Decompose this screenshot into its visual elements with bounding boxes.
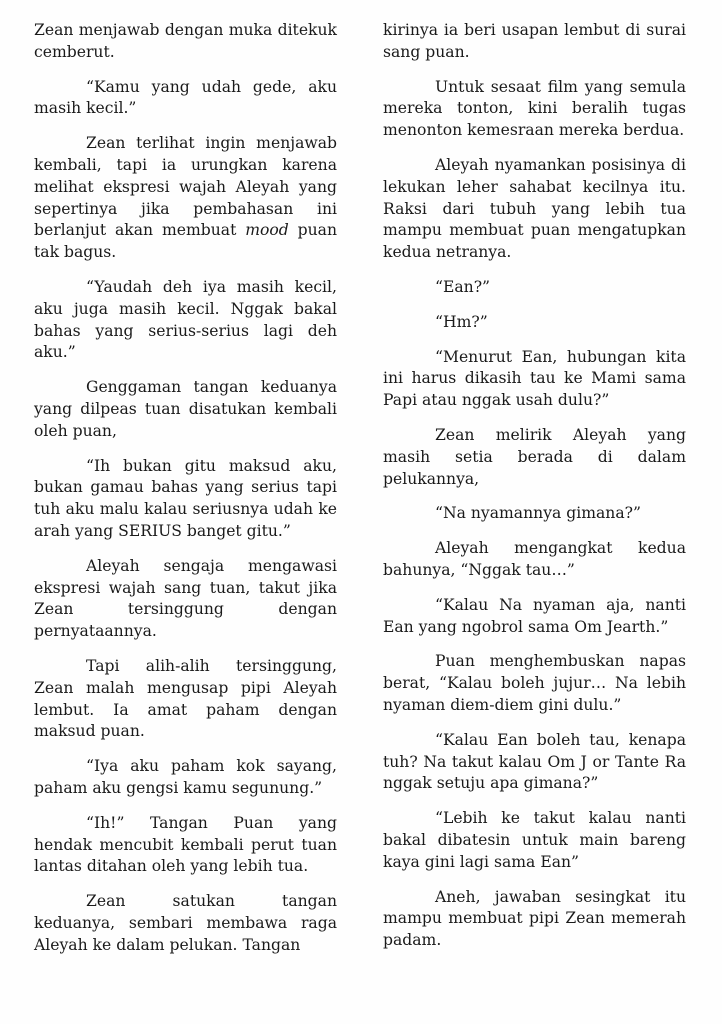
paragraph: Puan menghembuskan napas berat, “Kalau boleh jujur… Na lebih nyaman diem-diem gini dulu.” [383,652,686,714]
paragraph: Genggaman tangan keduanya yang dilpeas tuan disatukan kembali oleh puan, [34,378,337,440]
paragraph: “Ih!” Tangan Puan yang hendak mencubit kembali perut tuan lantas ditahan oleh yang lebih tua. [34,813,337,876]
paragraph: Aleyah mengangkat kedua bahunya, “Nggak tau…” [383,539,686,579]
paragraph: “Yaudah deh iya masih kecil, aku juga masih kecil. Nggak bakal bahas yang serius-serius lagi deh aku.” [34,277,337,362]
paragraph: “Na nyamannya gimana?” [435,504,641,523]
paragraph-text: puan tak bagus. [34,221,337,262]
paragraph: “Lebih ke takut kalau nanti bakal dibatesin untuk main bareng kaya gini lagi sama Ean” [383,809,686,871]
paragraph: “Hm?” [435,312,488,331]
paragraph: “Kalau Ean boleh tau, kenapa tuh? Na takut kalau Om J or Tante Ra nggak setuju apa gimana?” [383,730,686,793]
right-column [383,20,686,1024]
paragraph: Aleyah nyamankan posisinya di lekukan leher sahabat kecilnya itu. Raksi dari tubuh yang lebih tua mampu membuat puan mengatupkan kedua netranya. [383,155,686,262]
paragraph: Tapi alih-alih tersinggung, Zean malah mengusap pipi Aleyah lembut. Ia amat paham dengan maksud puan. [34,656,337,741]
left-column [34,20,337,1024]
italic-word: mood [245,221,289,240]
paragraph: “Menurut Ean, hubungan kita ini harus dikasih tau ke Mami sama Papi atau nggak usah dulu?” [383,347,686,410]
paragraph: Aleyah sengaja mengawasi ekspresi wajah sang tuan, takut jika Zean tersinggung dengan pernyataannya. [34,556,337,641]
paragraph: kirinya ia beri usapan lembut di surai sang puan. [383,21,686,61]
paragraph: “Ih bukan gitu maksud aku, bukan gamau bahas yang serius tapi tuh aku malu kalau seriusnya udah ke arah yang SERIUS banget gitu.” [34,456,337,540]
paragraph-text: Zean terlihat ingin menjawab kembali, tapi ia urungkan karena melihat ekspresi wajah Aleyah yang sepertinya jika pembahasan ini berlanjut akan membuat [34,134,337,240]
paragraph [34,133,337,264]
paragraph: “Ean?” [435,277,491,296]
paragraph: Zean melirik Aleyah yang masih setia berada di dalam pelukannya, [383,425,686,488]
paragraph: “Iya aku paham kok sayang, paham aku gengsi kamu segunung.” [34,757,337,797]
paragraph: “Kalau Na nyaman aja, nanti Ean yang ngobrol sama Om Jearth.” [383,595,686,636]
paragraph: “Kamu yang udah gede, aku masih kecil.” [34,77,337,118]
paragraph: Zean menjawab dengan muka ditekuk cemberut. [34,21,337,61]
paragraph: Aneh, jawaban sesingkat itu mampu membuat pipi Zean memerah padam. [383,887,686,950]
paragraph: Untuk sesaat film yang semula mereka tonton, kini beralih tugas menonton kemesraan mereka berdua. [383,77,686,140]
paragraph: Zean satukan tangan keduanya, sembari membawa raga Aleyah ke dalam pelukan. Tangan [34,892,337,954]
